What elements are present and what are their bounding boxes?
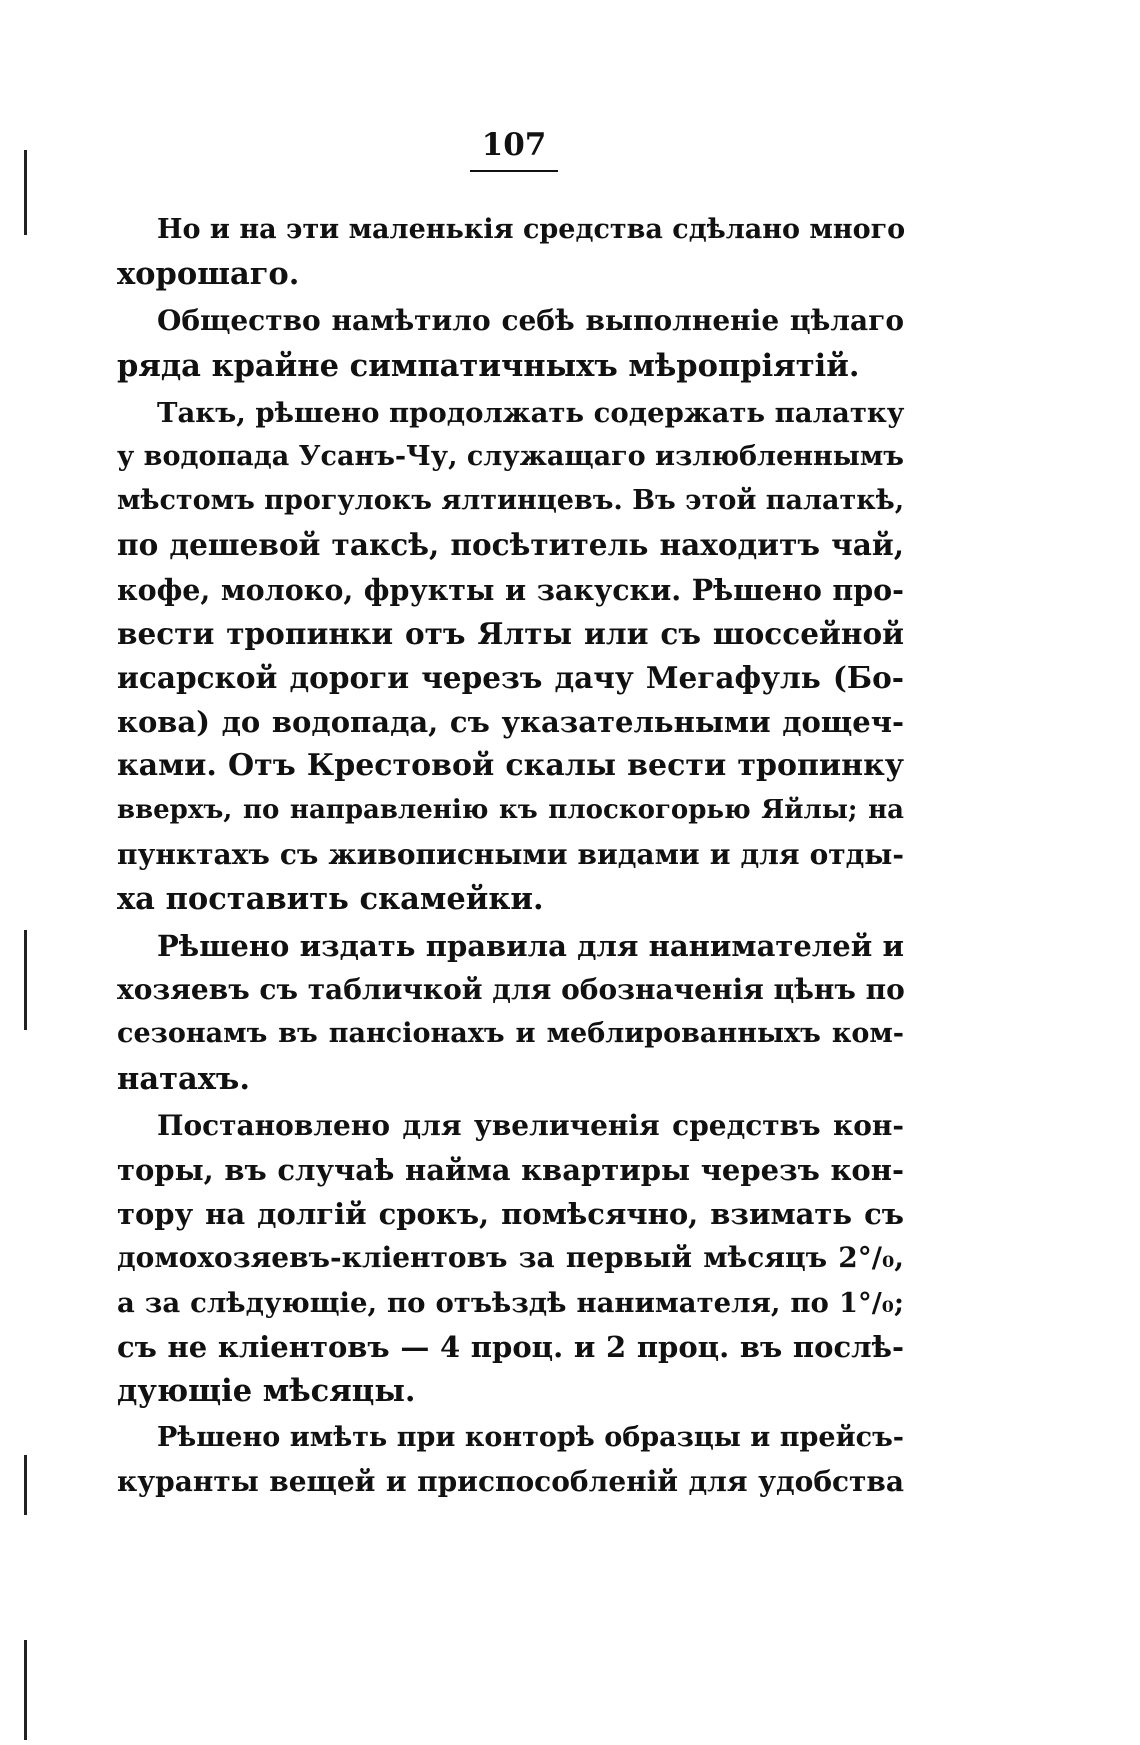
paragraph <box>117 299 904 387</box>
page-number: 107 <box>481 127 547 163</box>
text-line: пунктахъ съ живописными видами и для отды- <box>117 837 904 871</box>
paragraph <box>117 1416 904 1504</box>
paragraph <box>117 391 904 921</box>
text-line: ха поставить скамейки. <box>117 880 544 917</box>
text-line: хорошаго. <box>117 256 300 293</box>
paragraph <box>117 924 904 1101</box>
text-line: Постановлено для увеличенія средствъ кон- <box>157 1108 904 1142</box>
text-line: Рѣшено издать правила для нанимателей и <box>157 929 904 963</box>
text-line: по дешевой таксѣ, посѣтитель находитъ чай, <box>117 527 904 563</box>
text-line: Но и на эти маленькія средства сдѣлано много <box>157 214 906 245</box>
text-line: а за слѣдующіе, по отъѣздѣ нанимателя, по 1°/₀; <box>117 1286 904 1319</box>
text-line: ками. Отъ Крестовой скалы вести тропинку <box>117 748 904 784</box>
scan-edge-mark <box>24 150 27 235</box>
text-line: вверхъ, по направленію къ плоскогорью Яйлы; на <box>117 795 904 826</box>
text-line: исарской дороги черезъ дачу Мегафуль (Бо- <box>117 659 904 695</box>
text-line: съ не кліентовъ — 4 проц. и 2 проц. въ послѣ- <box>117 1329 904 1364</box>
text-body <box>117 208 904 1504</box>
text-line: Общество намѣтило себѣ выполненіе цѣлаго <box>157 304 904 338</box>
paragraph <box>117 1104 904 1413</box>
text-line: домохозяевъ-кліентовъ за первый мѣсяцъ 2°/₀, <box>117 1241 904 1275</box>
text-line: Такъ, рѣшено продолжать содержать палатку <box>157 396 905 429</box>
text-line: натахъ. <box>117 1060 250 1097</box>
text-line: мѣстомъ прогулокъ ялтинцевъ. Въ этой палаткѣ, <box>117 485 905 517</box>
text-line: хозяевъ съ табличкой для обозначенія цѣнъ по <box>117 973 905 1007</box>
paragraph <box>117 208 904 296</box>
text-line: ряда крайне симпатичныхъ мѣропріятій. <box>117 347 860 384</box>
text-line: дующіе мѣсяцы. <box>117 1372 416 1409</box>
text-line: сезонамъ въ пансіонахъ и меблированныхъ ком- <box>117 1018 904 1050</box>
text-line: Рѣшено имѣть при конторѣ образцы и прейсъ- <box>157 1422 904 1454</box>
text-line: кова) до водопада, съ указательными дощеч- <box>117 705 904 740</box>
text-line: вести тропинки отъ Ялты или съ шоссейной <box>117 615 904 651</box>
scan-edge-mark <box>24 930 27 1030</box>
text-line: у водопада Усанъ-Чу, служащаго излюбленнымъ <box>117 440 905 472</box>
text-line: кофе, молоко, фрукты и закуски. Рѣшено про- <box>117 572 904 607</box>
scan-edge-mark <box>24 1455 27 1515</box>
text-line: куранты вещей и приспособленій для удобства <box>117 1465 904 1499</box>
page-number-underline <box>470 170 558 172</box>
scan-edge-mark <box>24 1640 27 1740</box>
text-line: тору на долгій срокъ, помѣсячно, взимать съ <box>117 1197 904 1232</box>
text-line: торы, въ случаѣ найма квартиры черезъ кон- <box>117 1152 904 1187</box>
